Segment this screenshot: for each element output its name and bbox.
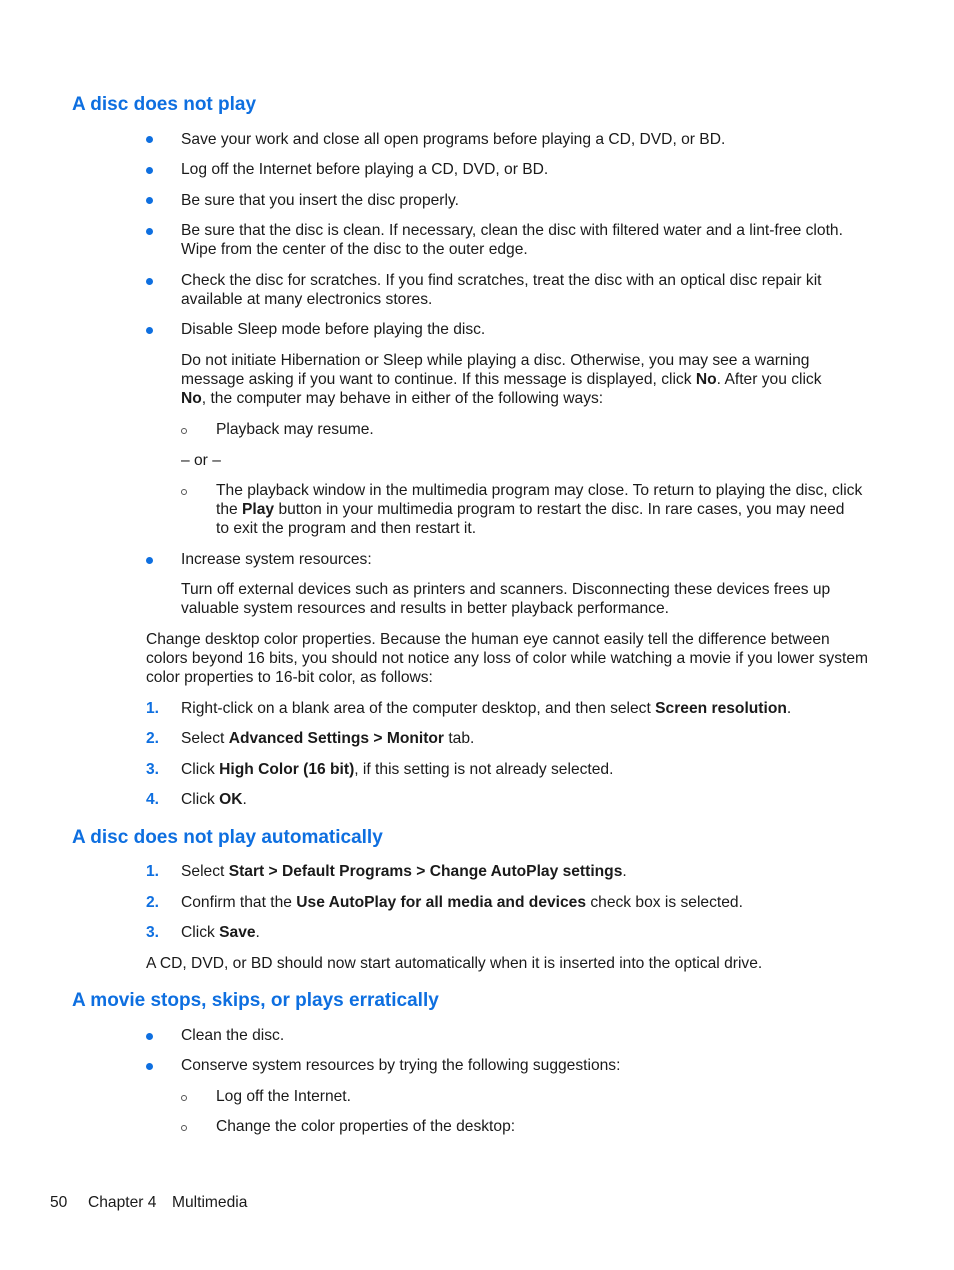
footer-chapter-title: Multimedia <box>172 1194 248 1211</box>
bullet-icon <box>146 197 153 204</box>
bullet-icon <box>146 557 153 564</box>
sub-list-item: Log off the Internet. <box>216 1088 351 1105</box>
bullet-icon <box>146 136 153 143</box>
step-text: Click OK. <box>181 791 247 808</box>
step-number: 1. <box>146 700 160 717</box>
paragraph-line: Do not initiate Hibernation or Sleep while playing a disc. Otherwise, you may see a warning <box>181 352 810 369</box>
step-number: 3. <box>146 924 160 941</box>
step-text: Select Advanced Settings > Monitor tab. <box>181 730 475 747</box>
sub-list-item-continued: the Play button in your multimedia program to restart the disc. In rare cases, you may need <box>216 501 845 518</box>
sub-list-item: The playback window in the multimedia program may close. To return to playing the disc, click <box>216 482 863 499</box>
bullet-icon <box>146 167 153 174</box>
section-heading: A movie stops, skips, or plays erratically <box>72 990 439 1011</box>
or-separator: – or – <box>181 452 221 469</box>
sub-list-item: Change the color properties of the desktop: <box>216 1118 516 1135</box>
sub-list-item-continued: to exit the program and then restart it. <box>216 520 477 537</box>
step-number: 2. <box>146 894 160 911</box>
step-number: 3. <box>146 761 160 778</box>
bullet-icon <box>146 278 153 285</box>
step-number: 2. <box>146 730 160 747</box>
paragraph-line: Change desktop color properties. Because the human eye cannot easily tell the difference between <box>146 631 830 648</box>
paragraph-line: A CD, DVD, or BD should now start automatically when it is inserted into the optical drive. <box>146 955 763 972</box>
step-text: Click High Color (16 bit), if this setting is not already selected. <box>181 761 614 778</box>
list-item: Increase system resources: <box>181 551 372 568</box>
bullet-icon <box>146 1063 153 1070</box>
paragraph-line: No, the computer may behave in either of the following ways: <box>181 390 604 407</box>
sub-bullet-icon <box>181 1095 187 1101</box>
step-number: 1. <box>146 863 160 880</box>
bullet-icon <box>146 1033 153 1040</box>
step-text: Click Save. <box>181 924 260 941</box>
step-text: Select Start > Default Programs > Change AutoPlay settings. <box>181 863 627 880</box>
list-item: Conserve system resources by trying the following suggestions: <box>181 1057 621 1074</box>
step-number: 4. <box>146 791 160 808</box>
list-item: Log off the Internet before playing a CD, DVD, or BD. <box>181 161 549 178</box>
list-item: Disable Sleep mode before playing the disc. <box>181 321 486 338</box>
paragraph-line: color properties to 16-bit color, as follows: <box>146 669 433 686</box>
list-item: Check the disc for scratches. If you find scratches, treat the disc with an optical disc repair kit <box>181 272 822 289</box>
section-heading: A disc does not play <box>72 94 257 115</box>
section-heading: A disc does not play automatically <box>72 827 383 848</box>
list-item: Clean the disc. <box>181 1027 285 1044</box>
footer-chapter: Chapter 4 <box>88 1194 157 1211</box>
paragraph-line: valuable system resources and results in better playback performance. <box>181 600 669 617</box>
sub-bullet-icon <box>181 1125 187 1131</box>
list-item: Be sure that you insert the disc properly. <box>181 192 459 209</box>
sub-bullet-icon <box>181 489 187 495</box>
step-text: Right-click on a blank area of the computer desktop, and then select Screen resolution. <box>181 700 792 717</box>
list-item: Save your work and close all open programs before playing a CD, DVD, or BD. <box>181 131 726 148</box>
paragraph-line: message asking if you want to continue. If this message is displayed, click No. After you click <box>181 371 822 388</box>
step-text: Confirm that the Use AutoPlay for all media and devices check box is selected. <box>181 894 743 911</box>
list-item-continued: available at many electronics stores. <box>181 291 433 308</box>
page-number: 50 <box>50 1194 68 1211</box>
bullet-icon <box>146 327 153 334</box>
bullet-icon <box>146 228 153 235</box>
list-item-continued: Wipe from the center of the disc to the outer edge. <box>181 241 528 258</box>
paragraph-line: colors beyond 16 bits, you should not notice any loss of color while watching a movie if you lower system <box>146 650 869 667</box>
paragraph-line: Turn off external devices such as printers and scanners. Disconnecting these devices frees up <box>181 581 831 598</box>
list-item: Be sure that the disc is clean. If necessary, clean the disc with filtered water and a lint-free cloth. <box>181 222 843 239</box>
sub-bullet-icon <box>181 428 187 434</box>
sub-list-item: Playback may resume. <box>216 421 374 438</box>
